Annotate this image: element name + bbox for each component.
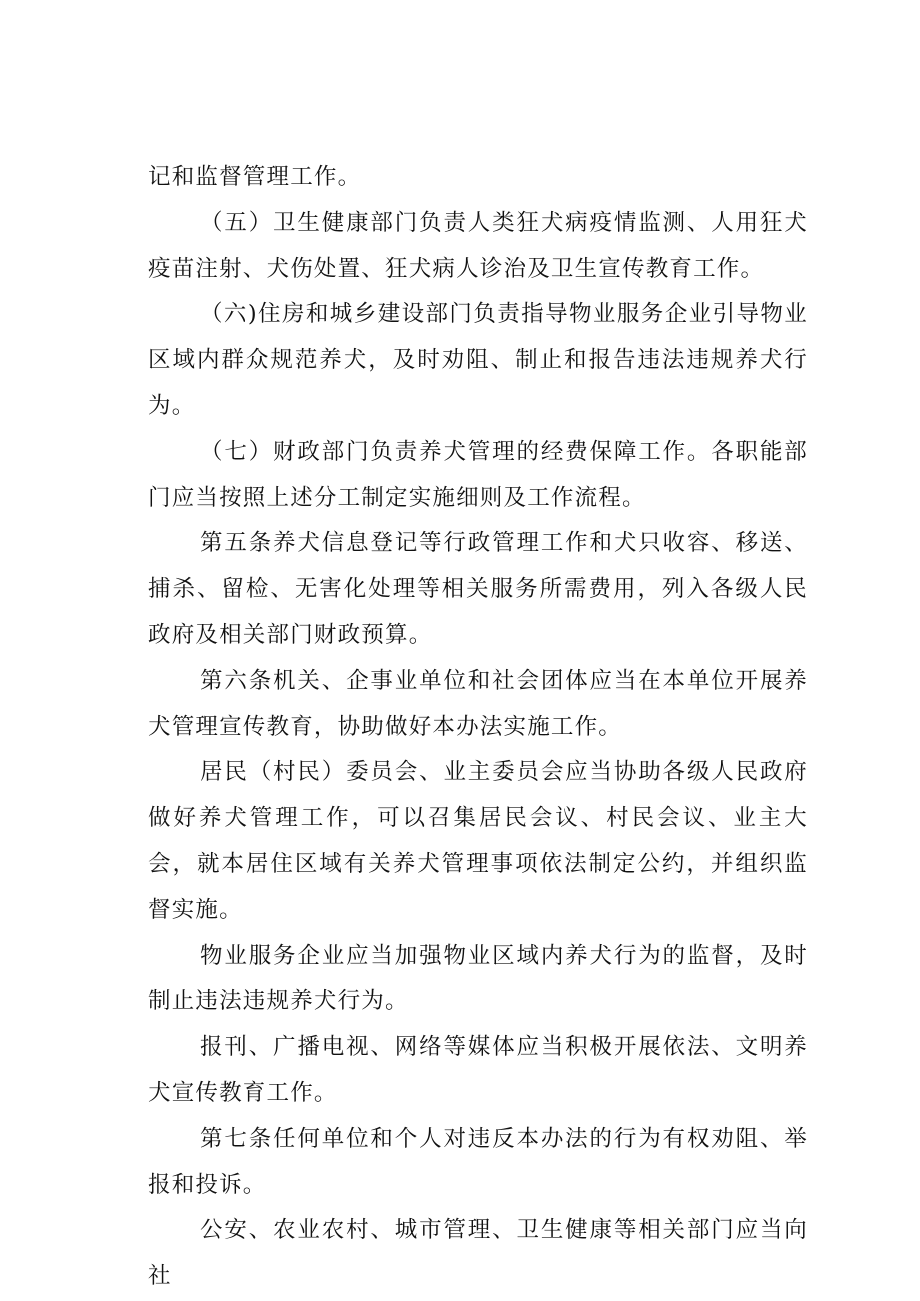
paragraph-departments: 公安、农业农村、城市管理、卫生健康等相关部门应当向社 <box>148 1217 808 1290</box>
paragraph-continuation: 记和监督管理工作。 <box>148 164 362 190</box>
paragraph-item-7: （七）财政部门负责养犬管理的经费保障工作。各职能部门应当按照上述分工制定实施细则及工作流程。 <box>148 438 808 511</box>
paragraph-item-5: （五）卫生健康部门负责人类狂犬病疫情监测、人用狂犬疫苗注射、犬伤处置、狂犬病人诊治及卫生宣传教育工作。 <box>148 209 808 282</box>
paragraph-article-7: 第七条任何单位和个人对违反本办法的行为有权劝阻、举报和投诉。 <box>148 1125 808 1198</box>
paragraph-media: 报刊、广播电视、网络等媒体应当积极开展依法、文明养犬宣传教育工作。 <box>148 1034 808 1106</box>
document-body <box>148 155 808 1300</box>
paragraph-property-services: 物业服务企业应当加强物业区域内养犬行为的监督，及时制止违法违规养犬行为。 <box>148 942 808 1015</box>
paragraph-article-6: 第六条机关、企事业单位和社会团体应当在本单位开展养犬管理宣传教育，协助做好本办法实施工作。 <box>148 667 808 740</box>
paragraph-article-5: 第五条养犬信息登记等行政管理工作和犬只收容、移送、捕杀、留检、无害化处理等相关服务所需费用，列入各级人民政府及相关部门财政预算。 <box>148 530 808 648</box>
paragraph-item-6: （六)住房和城乡建设部门负责指导物业服务企业引导物业区域内群众规范养犬，及时劝阻、制止和报告违法违规养犬行为。 <box>148 301 808 419</box>
paragraph-committees: 居民（村民）委员会、业主委员会应当协助各级人民政府做好养犬管理工作，可以召集居民会议、村民会议、业主大会，就本居住区域有关养犬管理事项依法制定公约，并组织监督实施。 <box>148 759 808 923</box>
